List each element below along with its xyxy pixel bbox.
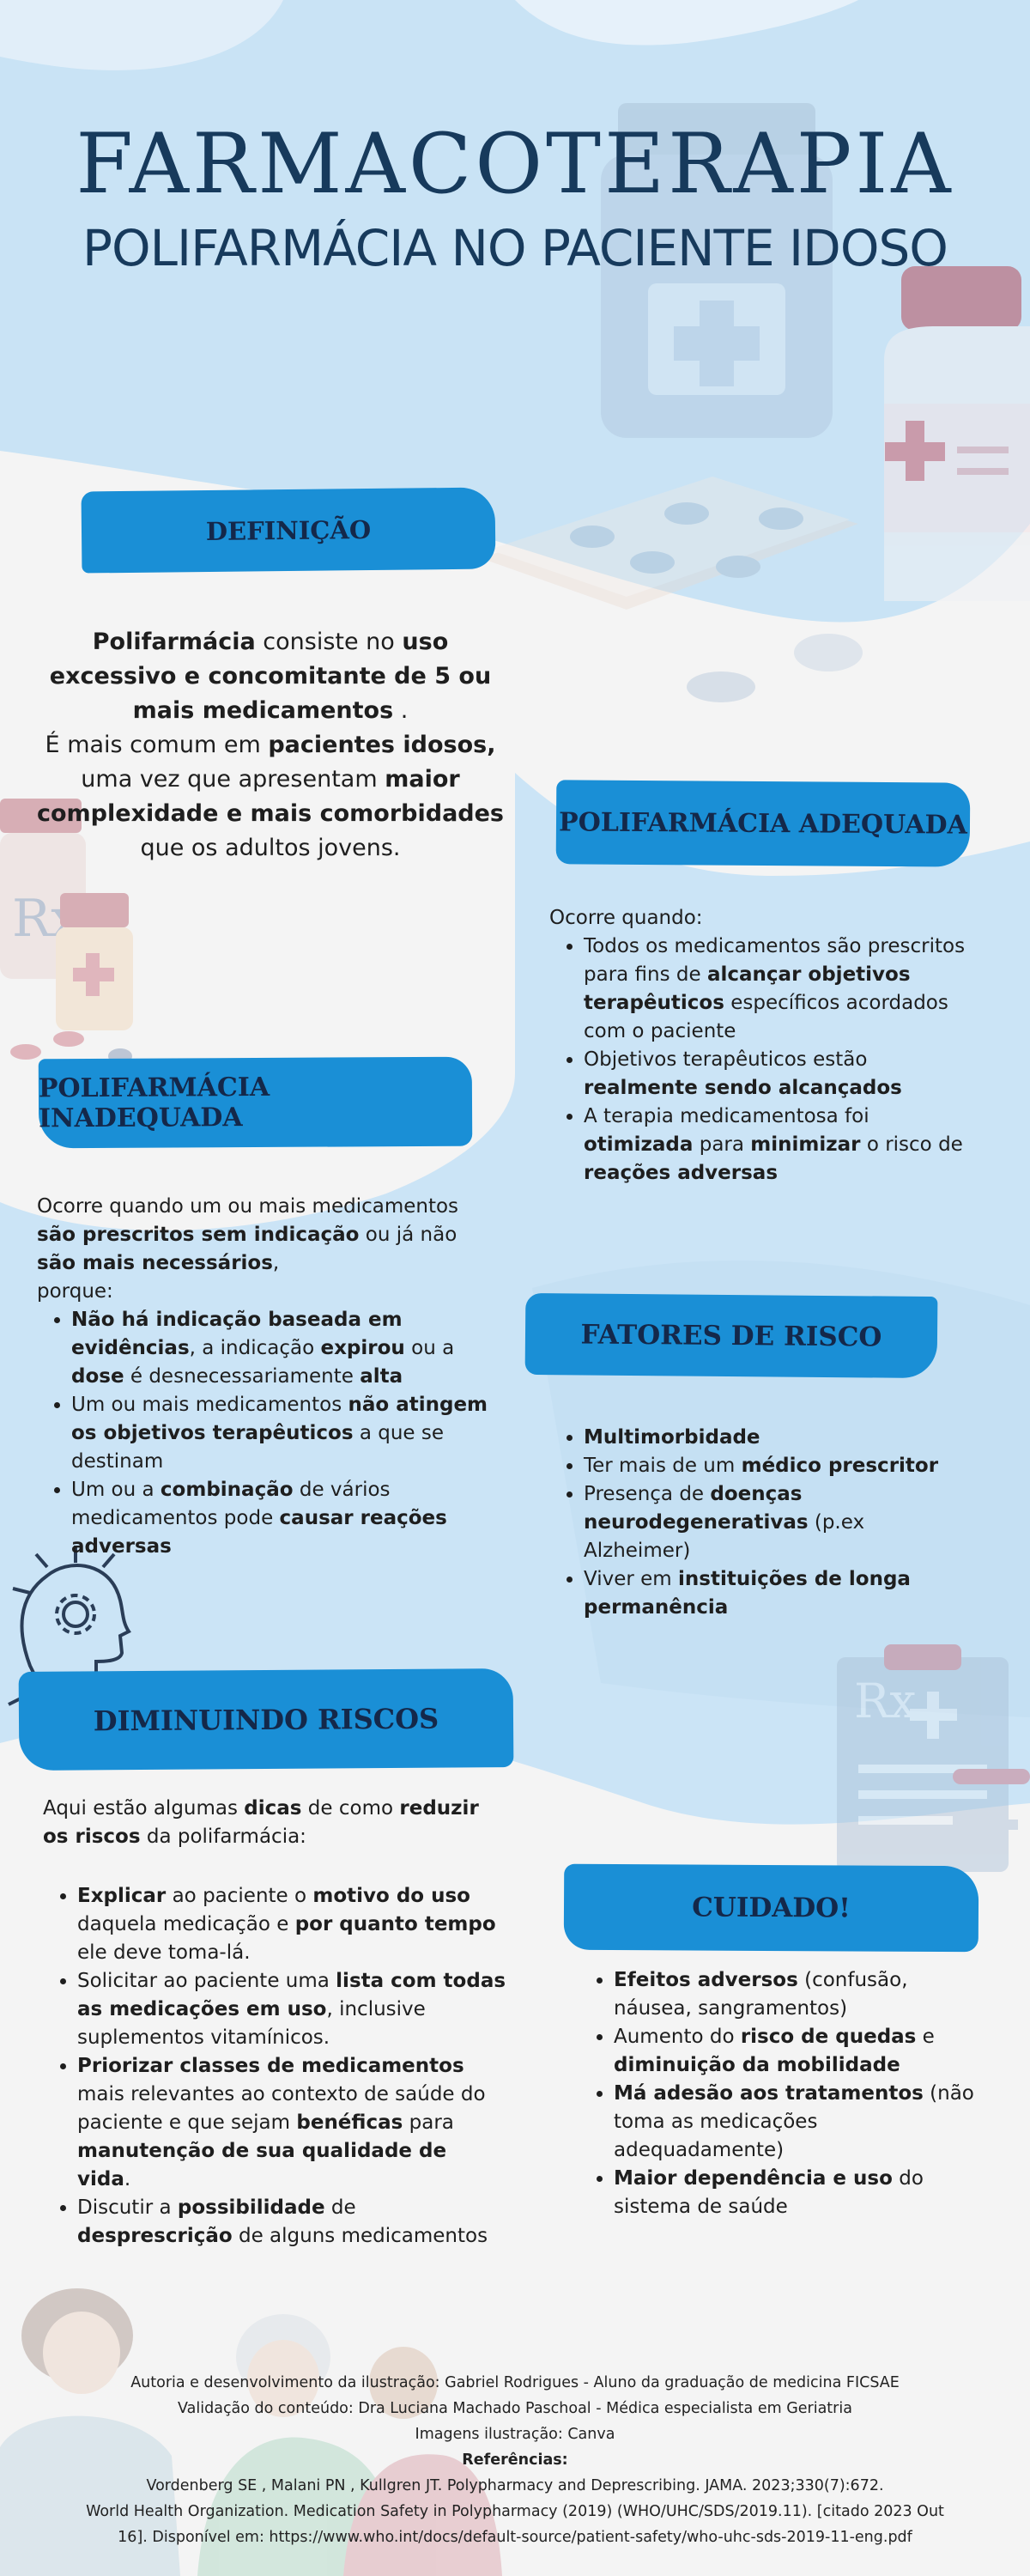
svg-text:Rx: Rx <box>12 889 81 949</box>
list-item: • Má adesão aos tratamentos (não toma as medicações adequadamente) <box>614 2080 983 2165</box>
list-item: • Efeitos adversos (confusão, náusea, sangramentos) <box>614 1966 983 2023</box>
cuidado-list-block <box>579 1966 983 2221</box>
list-item: • Ter mais de um médico prescritor <box>584 1452 953 1480</box>
list-item: • Um ou mais medicamentos não atingem os objetivos terapêuticos a que se destinam <box>71 1391 500 1476</box>
section-heading-cuidado: CUIDADO! <box>564 1864 979 1953</box>
list-item: • Multimorbidade <box>584 1424 953 1452</box>
credits-footer: Autoria e desenvolvimento da ilustração: Gabriel Rodrigues - Aluno da graduação de medicina FICSAE Validação do conteúdo: Dra Luciana Machado Paschoal - Médica especialista em Geriatria Imagens ilustração: Canva Referências: Vordenberg SE , Malani PN , Kullgren JT. Polypharmacy and Deprescribing. JAMA. 2023;330(7):672. World Health Organization. Medication Safety in Polypharmacy (2019) (WHO/UHC/SDS/2019.11). [citado 2023 Out 16]. Disponível em: https://www.who.int/docs/default-source/patient-safety/who-uhc-sds-2019-11-eng.pdf <box>86 2374 944 2546</box>
adequada-list-block: Ocorre quando: • Todos os medicamentos são prescritos para fins de alcançar objetivos terapêuticos específicos acordados com o paciente • Objetivos terapêuticos estão realmente sendo alcançados • A terapia medicamentosa foi otimizada para minimizar o risco de reações adversas <box>549 904 974 1188</box>
medicine-bottle-icon <box>884 266 1030 601</box>
list-item: • Não há indicação baseada em evidências, a indicação expirou ou a dose é desnecessariamente alta <box>71 1306 500 1391</box>
list-item: • Solicitar ao paciente uma lista com todas as medicações em uso, inclusive suplementos vitamínicos. <box>77 1967 506 2052</box>
pills-icon <box>687 634 863 702</box>
section-heading-diminuindo: DIMINUINDO RISCOS <box>19 1668 514 1771</box>
page-title: FARMACOTERAPIA <box>76 116 954 212</box>
list-item: • Todos os medicamentos são prescritos para fins de alcançar objetivos terapêuticos específicos acordados com o paciente <box>584 933 974 1046</box>
list-item: • Aumento do risco de quedas e diminuição da mobilidade <box>614 2023 983 2080</box>
section-heading-definicao: DEFINIÇÃO <box>82 487 496 573</box>
svg-text:Rx: Rx <box>854 1674 917 1728</box>
prescription-pad-icon <box>837 1644 1030 1872</box>
list-item: • Objetivos terapêuticos estão realmente sendo alcançados <box>584 1046 974 1103</box>
definicao-text: Polifarmácia consiste no uso excessivo e concomitante de 5 ou mais medicamentos . É mais comum em pacientes idosos, uma vez que apresentam maior complexidade e mais comorbidades que os adultos jovens. <box>36 629 505 861</box>
section-heading-inadequada: POLIFARMÁCIA INADEQUADA <box>39 1057 473 1149</box>
list-item: • Um ou a combinação de vários medicamentos pode causar reações adversas <box>71 1476 500 1561</box>
diminuindo-list-block: Aqui estão algumas dicas de como reduzir os riscos da polifarmácia: • Explicar ao paciente o motivo do uso daquela medicação e por quanto tempo ele deve toma-lá. • Solicitar ao paciente uma lista com todas as medicações em uso, inclusive suplementos vitamínicos. • Priorizar classes de medicamentos mais relevantes ao contexto de saúde do paciente e que sejam benéficas para manutenção de sua qualidade de vida. • Discutir a possibilidade de desprescrição de alguns medicamentos <box>43 1795 506 2251</box>
list-item: • Discutir a possibilidade de desprescrição de alguns medicamentos <box>77 2194 506 2251</box>
inadequada-list-block: Ocorre quando um ou mais medicamentos são prescritos sem indicação ou já não são mais necessários, porque: • Não há indicação baseada em evidências, a indicação expirou ou a dose é desnecessariamente alta • Um ou mais medicamentos não atingem os objetivos terapêuticos a que se destinam • Um ou a combinação de vários medicamentos pode causar reações adversas <box>37 1193 500 1561</box>
section-heading-adequada: POLIFARMÁCIA ADEQUADA <box>556 780 971 866</box>
list-item: • Presença de doenças neurodegenerativas (p.ex Alzheimer) <box>584 1480 953 1565</box>
section-heading-fatores: FATORES DE RISCO <box>525 1293 938 1378</box>
list-item: • Viver em instituições de longa permanência <box>584 1565 953 1622</box>
list-item: • Priorizar classes de medicamentos mais relevantes ao contexto de saúde do paciente e que sejam benéficas para manutenção de sua qualidade de vida. <box>77 2052 506 2194</box>
list-item: • A terapia medicamentosa foi otimizada para minimizar o risco de reações adversas <box>584 1103 974 1188</box>
page-subtitle: POLIFARMÁCIA NO PACIENTE IDOSO <box>82 219 948 277</box>
list-item: • Maior dependência e uso do sistema de saúde <box>614 2165 983 2221</box>
fatores-list-block <box>549 1424 953 1622</box>
list-item: • Explicar ao paciente o motivo do uso daquela medicação e por quanto tempo ele deve toma-lá. <box>77 1882 506 1967</box>
